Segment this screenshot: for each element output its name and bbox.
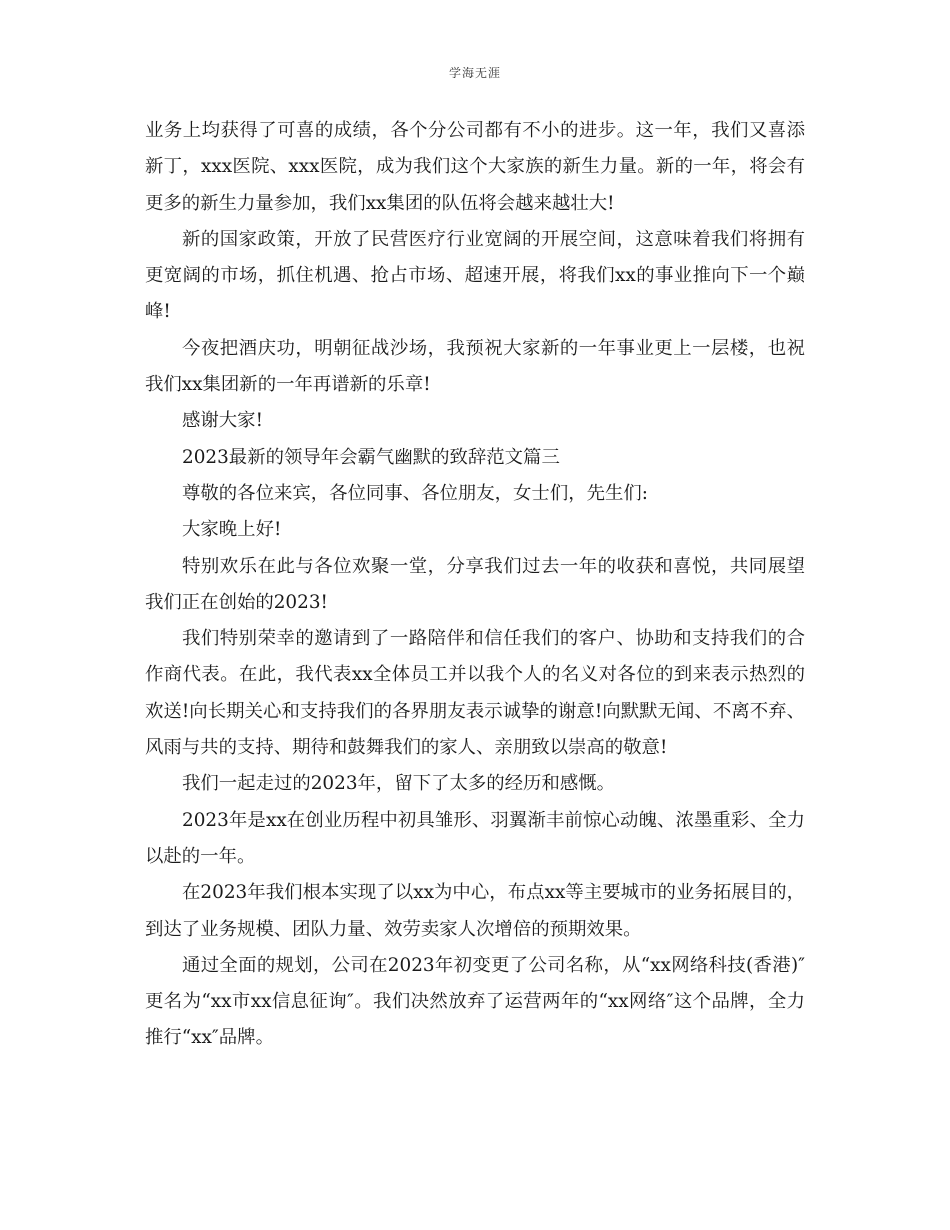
paragraph-3: 今夜把酒庆功，明朝征战沙场，我预祝大家新的一年事业更上一层楼，也祝我们xx集团新的一年再谱新的乐章! <box>145 337 805 396</box>
paragraph-7: 特别欢乐在此与各位欢聚一堂，分享我们过去一年的收获和喜悦，共同展望我们正在创始的2023! <box>145 555 805 613</box>
paragraph-11: 在2023年我们根本实现了以xx为中心，布点xx等主要城市的业务拓展目的，到达了业务规模、团队力量、效劳卖家人次增倍的预期效果。 <box>145 882 805 940</box>
paragraph-12: 通过全面的规划，公司在2023年初变更了公司名称，从“xx网络科技(香港)″更名为“xx市xx信息征询″。我们决然放弃了运营两年的“xx网络″这个品牌，全力推行“xx″品牌。 <box>145 954 805 1049</box>
paragraph-2: 新的国家政策，开放了民营医疗行业宽阔的开展空间，这意味着我们将拥有更宽阔的市场，抓住机遇、抢占市场、超速开展，将我们xx的事业推向下一个巅峰! <box>145 228 805 323</box>
paragraph-8: 我们特别荣幸的邀请到了一路陪伴和信任我们的客户、协助和支持我们的合作商代表。在此，我代表xx全体员工并以我个人的名义对各位的到来表示热烈的欢送!向长期关心和支持我们的各界朋友表示诚挚的谢意!向默默无闻、不离不弃、风雨与共的支持、期待和鼓舞我们的家人、亲朋致以崇高的敬意! <box>145 628 805 759</box>
paragraph-10: 2023年是xx在创业历程中初具雏形、羽翼渐丰前惊心动魄、浓墨重彩、全力以赴的一年。 <box>145 809 805 867</box>
paragraph-1: 业务上均获得了可喜的成绩，各个分公司都有不小的进步。这一年，我们又喜添新丁，xxx医院、xxx医院，成为我们这个大家族的新生力量。新的一年，将会有更多的新生力量参加，我们xx集团的队伍将会越来越壮大! <box>145 120 805 214</box>
section-title: 2023最新的领导年会霸气幽默的致辞范文篇三 <box>182 446 560 468</box>
paragraph-evening: 大家晚上好! <box>182 519 282 541</box>
paragraph-greeting: 尊敬的各位来宾，各位同事、各位朋友，女士们，先生们: <box>182 482 648 504</box>
paragraph-9: 我们一起走过的2023年，留下了太多的经历和感慨。 <box>182 773 616 795</box>
document-body <box>145 113 805 1057</box>
paragraph-4: 感谢大家! <box>182 410 263 432</box>
page-header: 学海无涯 <box>448 66 501 80</box>
